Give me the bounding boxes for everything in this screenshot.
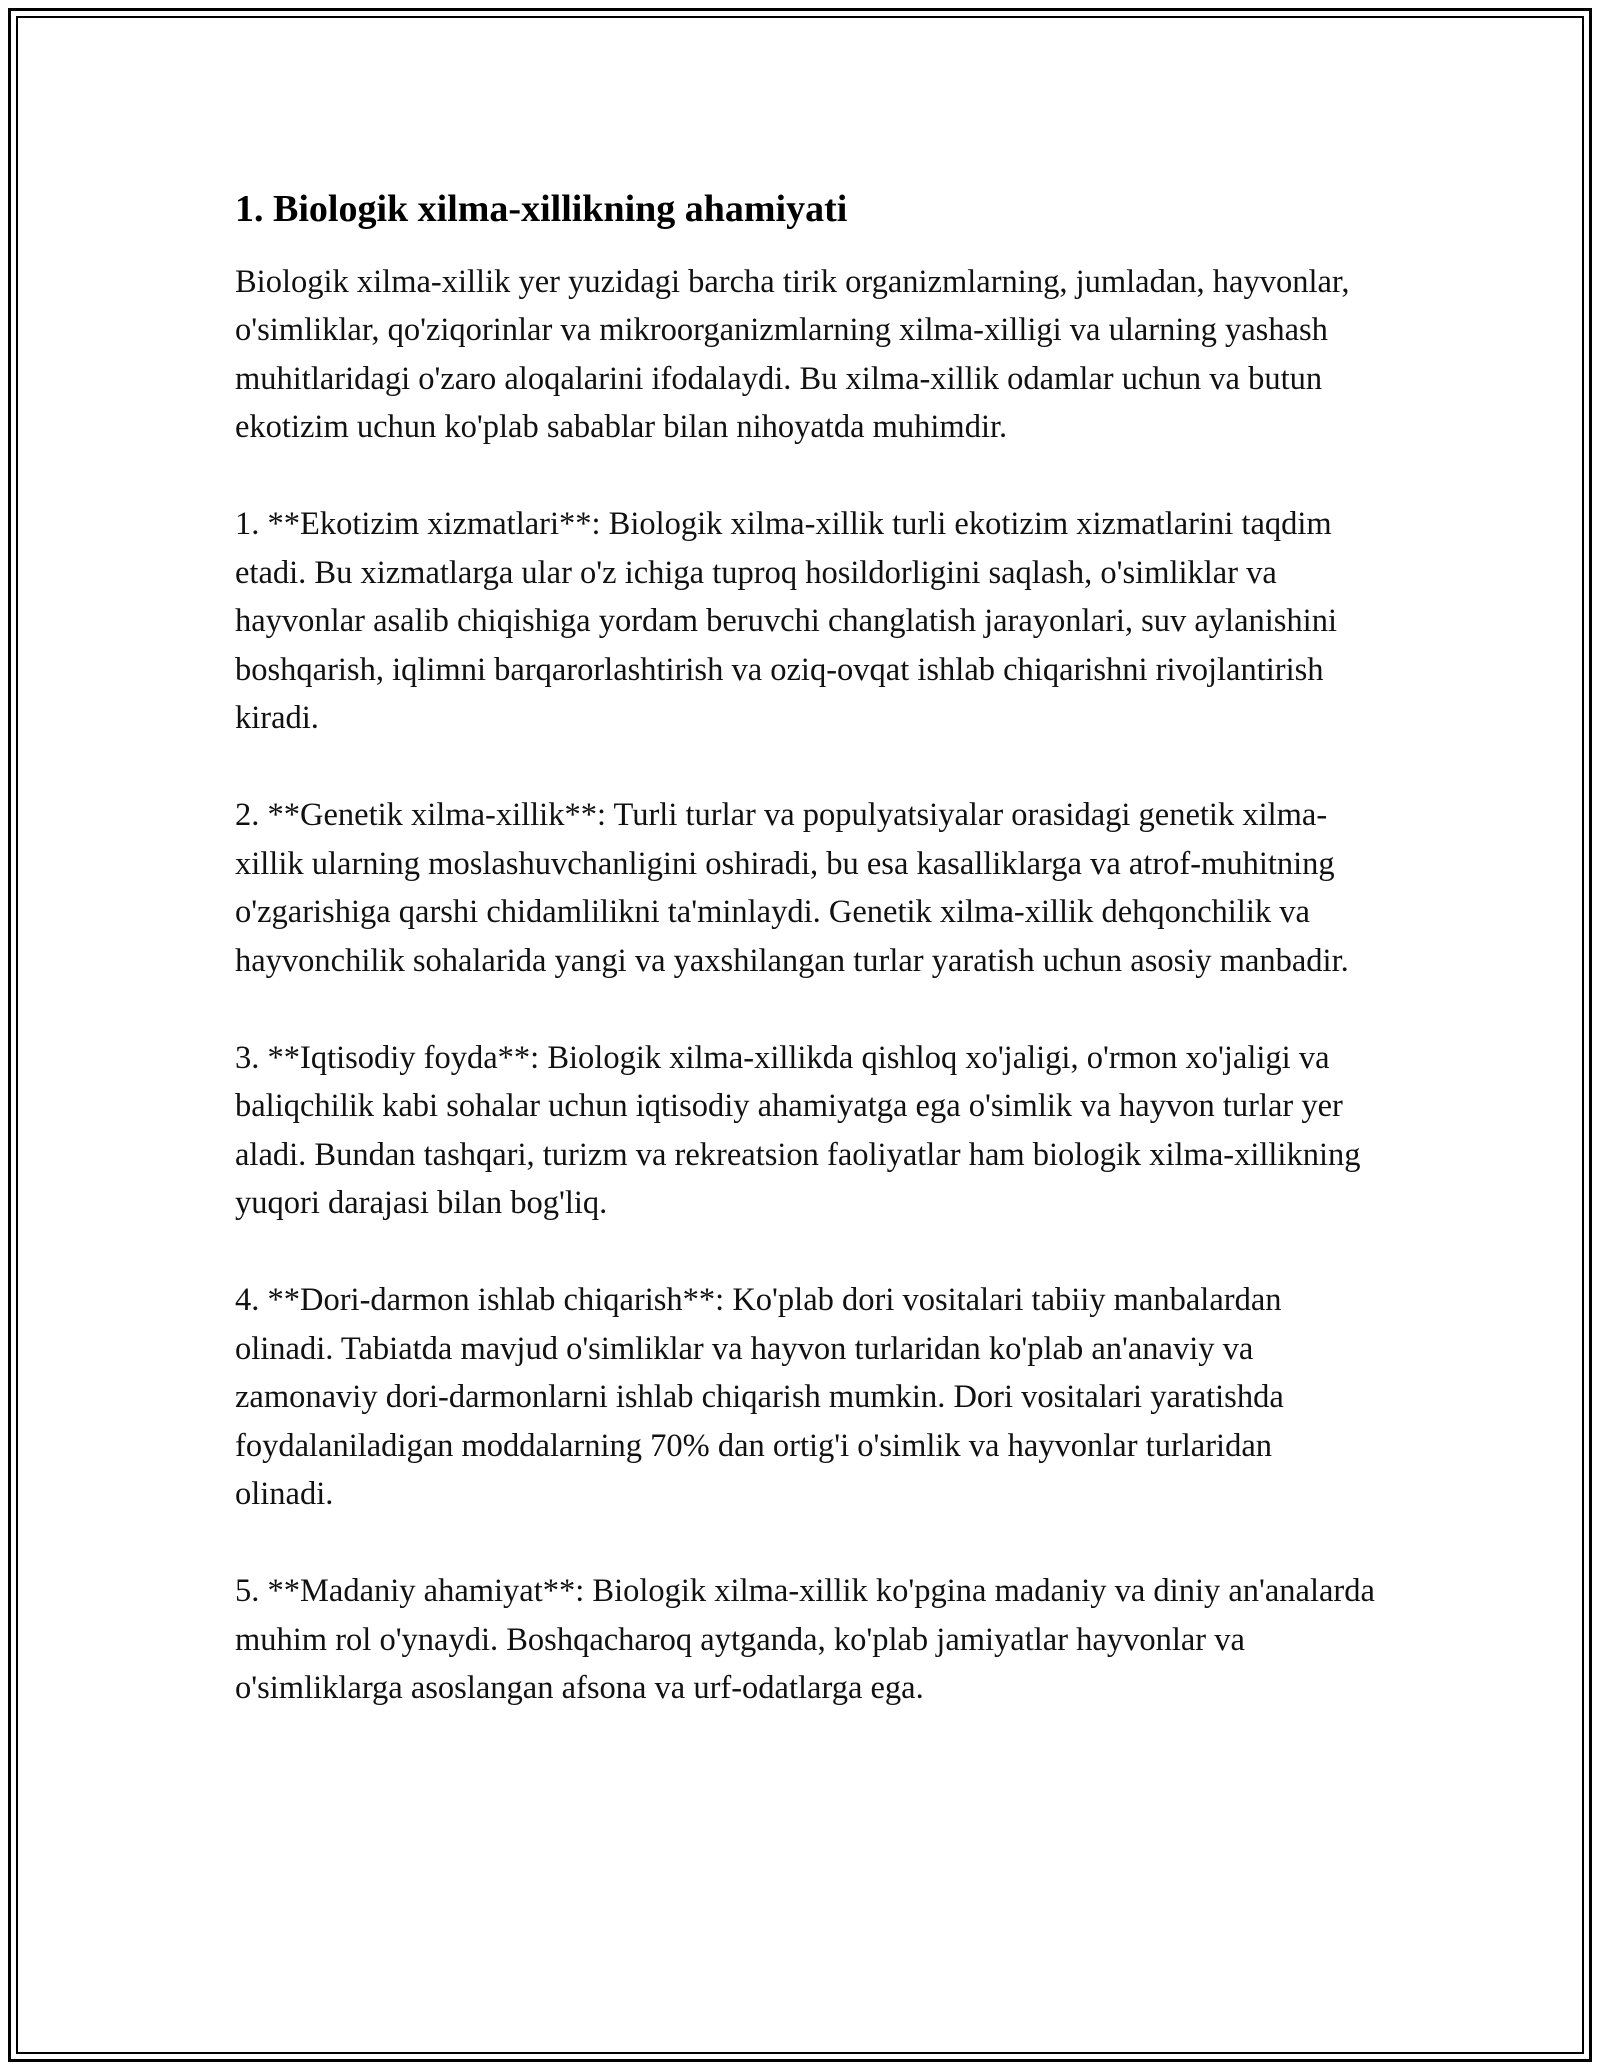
paragraph-cultural-significance: 5. **Madaniy ahamiyat**: Biologik xilma-xillik ko'pgina madaniy va diniy an'analarda muhim rol o'ynaydi. Boshqacharoq aytganda, ko'plab jamiyatlar hayvonlar va o'simliklarga asoslangan afsona va urf-odatlarga ega.: [235, 1573, 1375, 1706]
paragraph-genetic-diversity: 2. **Genetik xilma-xillik**: Turli turlar va populyatsiyalar orasidagi genetik xilma-xillik ularning moslashuvchanligini oshiradi, bu esa kasalliklarga va atrof-muhitning o'zgarishiga qarshi chidamlilikni ta'minlaydi. Genetik xilma-xillik dehqonchilik va hayvonchilik sohalarida yangi va yaxshilangan turlar yaratish uchun asosiy manbadir.: [235, 797, 1349, 979]
paragraph-medicine-production: 4. **Dori-darmon ishlab chiqarish**: Ko'plab dori vositalari tabiiy manbalardan olinadi. Tabiatda mavjud o'simliklar va hayvon turlaridan ko'plab an'anaviy va zamonaviy dori-darmonlarni ishlab chiqarish mumkin. Dori vositalari yaratishda foydalaniladigan moddalarning 70% dan ortig'i o'simlik va hayvonlar turlaridan olinadi.: [235, 1282, 1284, 1512]
paragraph-intro: Biologik xilma-xillik yer yuzidagi barcha tirik organizmlarning, jumladan, hayvonlar, o'simliklar, qo'ziqorinlar va mikroorganizmlarning xilma-xilligi va ularning yashash muhitlaridagi o'zaro aloqalarini ifodalaydi. Bu xilma-xillik odamlar uchun va butun ekotizim uchun ko'plab sabablar bilan nihoyatda muhimdir.: [235, 263, 1350, 445]
document-title: 1. Biologik xilma-xillikning ahamiyati: [235, 188, 848, 230]
document-body: [235, 186, 1375, 1761]
paragraph-ecosystem-services: 1. **Ekotizim xizmatlari**: Biologik xilma-xillik turli ekotizim xizmatlarini taqdim etadi. Bu xizmatlarga ular o'z ichiga tuproq hosildorligini saqlash, o'simliklar va hayvonlar asalib chiqishiga yordam beruvchi changlatish jarayonlari, suv aylanishini boshqarish, iqlimni barqarorlashtirish va oziq-ovqat ishlab chiqarishni rivojlantirish kiradi.: [235, 506, 1337, 736]
paragraph-economic-benefit: 3. **Iqtisodiy foyda**: Biologik xilma-xillikda qishloq xo'jaligi, o'rmon xo'jaligi va baliqchilik kabi sohalar uchun iqtisodiy ahamiyatga ega o'simlik va hayvon turlar yer aladi. Bundan tashqari, turizm va rekreatsion faoliyatlar ham biologik xilma-xillikning yuqori darajasi bilan bog'liq.: [235, 1039, 1361, 1221]
